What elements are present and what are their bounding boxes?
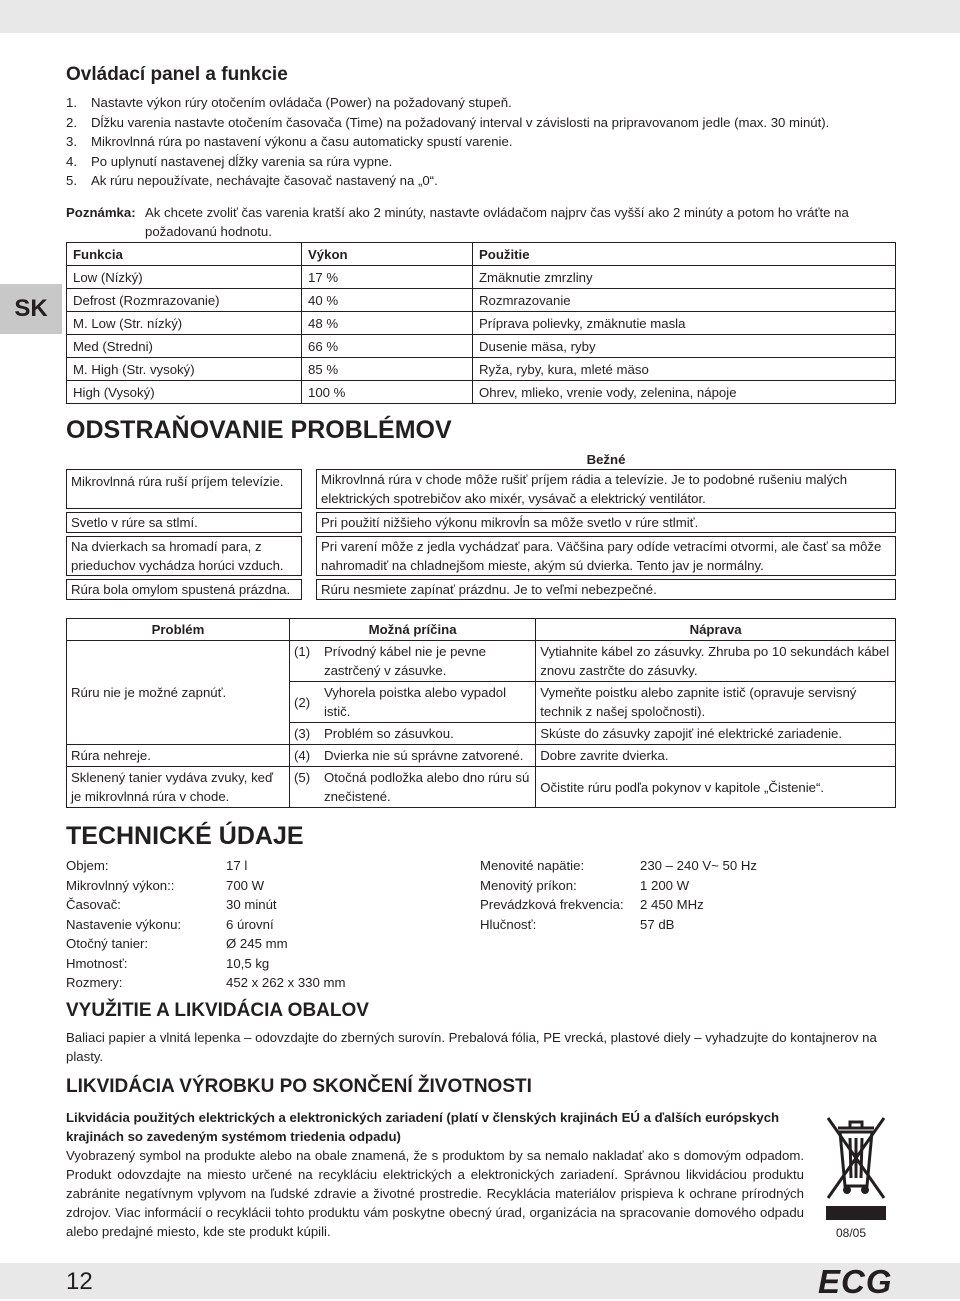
table-row: Rúru nie je možné zapnúť. (1) Prívodný kábel nie je pevne zastrčený v zásuvke. Vytiahnite kábel zo zásuvky. Zhruba po 10 sekundách kábel znovu zastrčte do zásuvky. — [67, 641, 896, 682]
spec-row: Prevádzková frekvencia: 2 450 MHz — [480, 897, 704, 912]
table-row: Sklenený tanier vydáva zvuky, keď je mikrovlnná rúra v chode. (5) Otočná podložka alebo dno rúru sú znečistené. Očistite rúru podľa pokynov v kapitole „Čistenie“. — [67, 767, 896, 808]
table-header-row: Funkcia Výkon Použitie — [67, 243, 896, 266]
troubleshoot-title: ODSTRAŇOVANIE PROBLÉMOV — [66, 416, 452, 444]
step-item: 5. Ak rúru nepoužívate, nechávajte časovač nastavený na „0“. — [66, 173, 438, 188]
disposal-text: Vyobrazený symbol na produkte alebo na obale znamená, že s produktom by sa nemalo nakladať ako s domovým odpadom. Produkt odovzdajte na miesto určené na recykláciu elektrických a elektronických zariadení. Správnou likvidáciou produktu zabránite negatívnym vplyvom na ľudské zdravie a životné prostredie. Recyklácia materiálov prispieva k ochrane prírodných zdrojov. Viac informácií o recyklácii tohto produktu vám poskytne obecný úrad, organizácia na spracovanie domového odpadu alebo predajné miesto, kde ste produkt kúpili. — [66, 1148, 804, 1239]
packaging-text: Baliaci papier a vlnitá lepenka – odovzdajte do zberných surovín. Prebalová fólia, PE vrecká, plastové diely – vyhadzujte do kontajnerov na plasty. — [66, 1030, 877, 1064]
section-title: Ovládací panel a funkcie — [66, 64, 288, 85]
table-row: Defrost (Rozmrazovanie) 40 % Rozmrazovanie — [67, 289, 896, 312]
table-row: Rúra bola omylom spustená prázdna. Rúru nesmiete zapínať prázdnu. Je to veľmi nebezpečné. — [66, 579, 896, 600]
disposal-bold: Likvidácia použitých elektrických a elektronických zariadení (platí v členských krajinách EÚ a ďalších európskych krajinách so zavedeným systémom triedenia odpadu) — [66, 1110, 780, 1144]
spec-row: Časovač: 30 minút — [66, 897, 277, 912]
table-row: Low (Nízký) 17 % Zmäknutie zmrzliny — [67, 266, 896, 289]
control-panel-section — [66, 64, 896, 242]
tech-specs-left — [66, 856, 346, 993]
table-row: Svetlo v rúre sa stlmí. Pri použití nižšieho výkonu mikrovĺn sa môže svetlo v rúre stlmiť. — [66, 512, 896, 533]
spec-row: Objem: 17 l — [66, 858, 248, 873]
spec-row: Hlučnosť: 57 dB — [480, 916, 675, 932]
table-row: High (Vysoký) 100 % Ohrev, mlieko, vrenie vody, zelenina, nápoje — [67, 381, 896, 404]
troubleshoot-table — [66, 450, 896, 603]
table-row: M. Low (Str. nízký) 48 % Príprava polievky, zmäknutie masla — [67, 312, 896, 335]
table-header-row: Problém Možná príčina Náprava — [67, 619, 896, 641]
tech-specs-right — [480, 856, 757, 934]
packaging-section — [66, 1000, 896, 1066]
spec-row: Nastavenie výkonu: 6 úrovní — [66, 916, 274, 932]
step-item: 3. Mikrovlnná rúra po nastavení výkonu a času automaticky spustí varenie. — [66, 134, 513, 149]
table-row: Na dvierkach sa hromadí para, z prieduchov vychádza horúci vzduch. Pri varení môže z jedla vychádzať para. Väčšina pary odíde vetracími otvormi, ale časť sa môže nahromadiť na chladnejšom mieste, akým sú dvierka. Tento jav je normálny. — [66, 536, 896, 576]
step-item: 2. Dĺžku varenia nastavte otočením časovača (Time) na požadovaný interval v závislosti na pripravovanom jedle (max. 30 minút). — [66, 114, 830, 130]
step-item: 4. Po uplynutí nastavenej dĺžky varenia sa rúra vypne. — [66, 153, 393, 169]
brand-logo: ECG — [818, 1263, 893, 1300]
spec-row: Menovitý príkon: 1 200 W — [480, 877, 690, 893]
tech-title: TECHNICKÉ ÚDAJE — [66, 822, 304, 850]
bottom-bar — [0, 1263, 960, 1299]
function-table — [66, 242, 896, 404]
table-row: (2) Vyhorela poistka alebo vypadol istič. Vymeňte poistku alebo zapnite istič (opravuje servisný technik z našej spoločnosti). — [67, 682, 896, 723]
spec-row: Rozmery: 452 x 262 x 330 mm — [66, 975, 346, 990]
language-tab: SK — [0, 284, 62, 334]
note: Poznámka: Ak chcete zvoliť čas varenia kratší ako 2 minúty, nastavte ovládačom najprv čas vyšší ako 2 minúty a potom ho vráťte na požadovanú hodnotu. — [66, 204, 849, 239]
weee-bin-icon — [824, 1106, 888, 1224]
table-row: Rúra nehreje. (4) Dvierka nie sú správne zatvorené. Dobre zavrite dvierka. — [67, 745, 896, 767]
spec-row: Otočný tanier: Ø 245 mm — [66, 936, 288, 951]
page-number: 12 — [66, 1268, 93, 1295]
disposal-section — [66, 1076, 804, 1241]
table-row: Med (Stredni) 66 % Dusenie mäsa, ryby — [67, 335, 896, 358]
packaging-title: VYUŽITIE A LIKVIDÁCIA OBALOV — [66, 1000, 369, 1021]
weee-code: 08/05 — [836, 1226, 867, 1240]
step-item: 1. Nastavte výkon rúry otočením ovládača (Power) na požadovaný stupeň. — [66, 95, 512, 110]
disposal-title: LIKVIDÁCIA VÝROBKU PO SKONČENÍ ŽIVOTNOSTI — [66, 1076, 532, 1097]
top-bar — [0, 0, 960, 33]
table-row: M. High (Str. vysoký) 85 % Ryža, ryby, kura, mleté mäso — [67, 358, 896, 381]
steps-list — [66, 93, 896, 191]
table-row: Mikrovlnná rúra ruší príjem televízie. Mikrovlnná rúra v chode môže rušiť príjem rádia a televízie. Je to podobné rušeniu malých elektrických spotrebičov ako mixér, vysávač a elektrický ventilátor. — [66, 469, 896, 509]
spec-row: Menovité napätie: 230 – 240 V~ 50 Hz — [480, 858, 757, 873]
problem-table — [66, 618, 896, 808]
spec-row: Mikrovlnný výkon:: 700 W — [66, 877, 265, 893]
table-row: (3) Problém so zásuvkou. Skúste do zásuvky zapojiť iné elektrické zariadenie. — [67, 723, 896, 745]
spec-row: Hmotnosť: 10,5 kg — [66, 955, 270, 971]
common-header: Bežné — [586, 452, 626, 467]
